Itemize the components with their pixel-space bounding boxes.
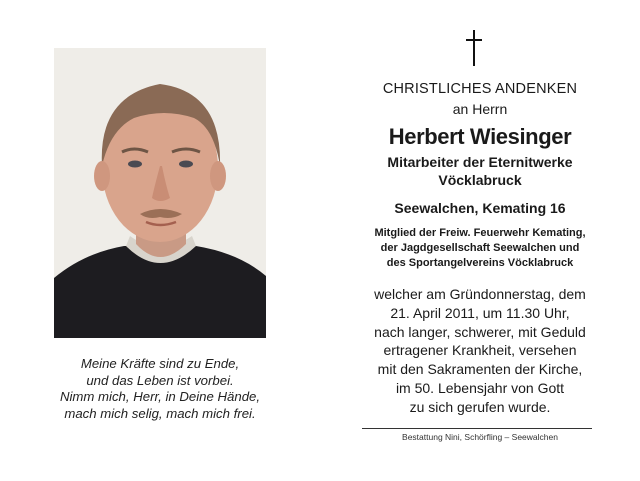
footer-divider (362, 428, 592, 429)
death-line: zu sich gerufen wurde. (409, 398, 551, 415)
death-line: ertragener Krankheit, versehen (383, 342, 577, 359)
verse-text (40, 356, 280, 422)
card-intro: an Herrn (452, 101, 508, 117)
occupation-line: Vöcklabruck (438, 172, 522, 188)
card-heading: CHRISTLICHES ANDENKEN (382, 81, 578, 97)
membership-line: Mitglied der Freiw. Feuerwehr Kemating, (374, 227, 586, 239)
occupation (340, 153, 620, 189)
death-line: 21. April 2011, um 11.30 Uhr, (390, 304, 570, 321)
death-line: nach langer, schwerer, mit Geduld (374, 323, 586, 340)
memberships (340, 226, 620, 271)
verse-line: Meine Kräfte sind zu Ende, (80, 356, 240, 371)
death-line: im 50. Lebensjahr von Gott (395, 379, 565, 396)
death-line: welcher am Gründonnerstag, dem (374, 286, 586, 302)
verse-line: mach mich selig, mach mich frei. (64, 405, 256, 421)
verse-line: und das Leben ist vorbei. (86, 372, 234, 388)
verse-line: Nimm mich, Herr, in Deine Hände, (59, 389, 261, 405)
occupation-line: Mitarbeiter der Eternitwerke (387, 154, 573, 170)
deceased-name: Herbert Wiesinger (388, 124, 572, 149)
funeral-home-credit: Bestattung Nini, Schörfling – Seewalchen (402, 432, 558, 442)
death-notice (340, 285, 620, 417)
membership-line: des Sportangelvereins Vöcklabruck (386, 257, 574, 269)
portrait-photo (54, 48, 266, 338)
death-line: mit den Sakramenten der Kirche, (377, 361, 583, 378)
address: Seewalchen, Kemating 16 (394, 200, 566, 216)
cross-icon (466, 30, 482, 66)
membership-line: der Jagdgesellschaft Seewalchen und (380, 242, 580, 254)
